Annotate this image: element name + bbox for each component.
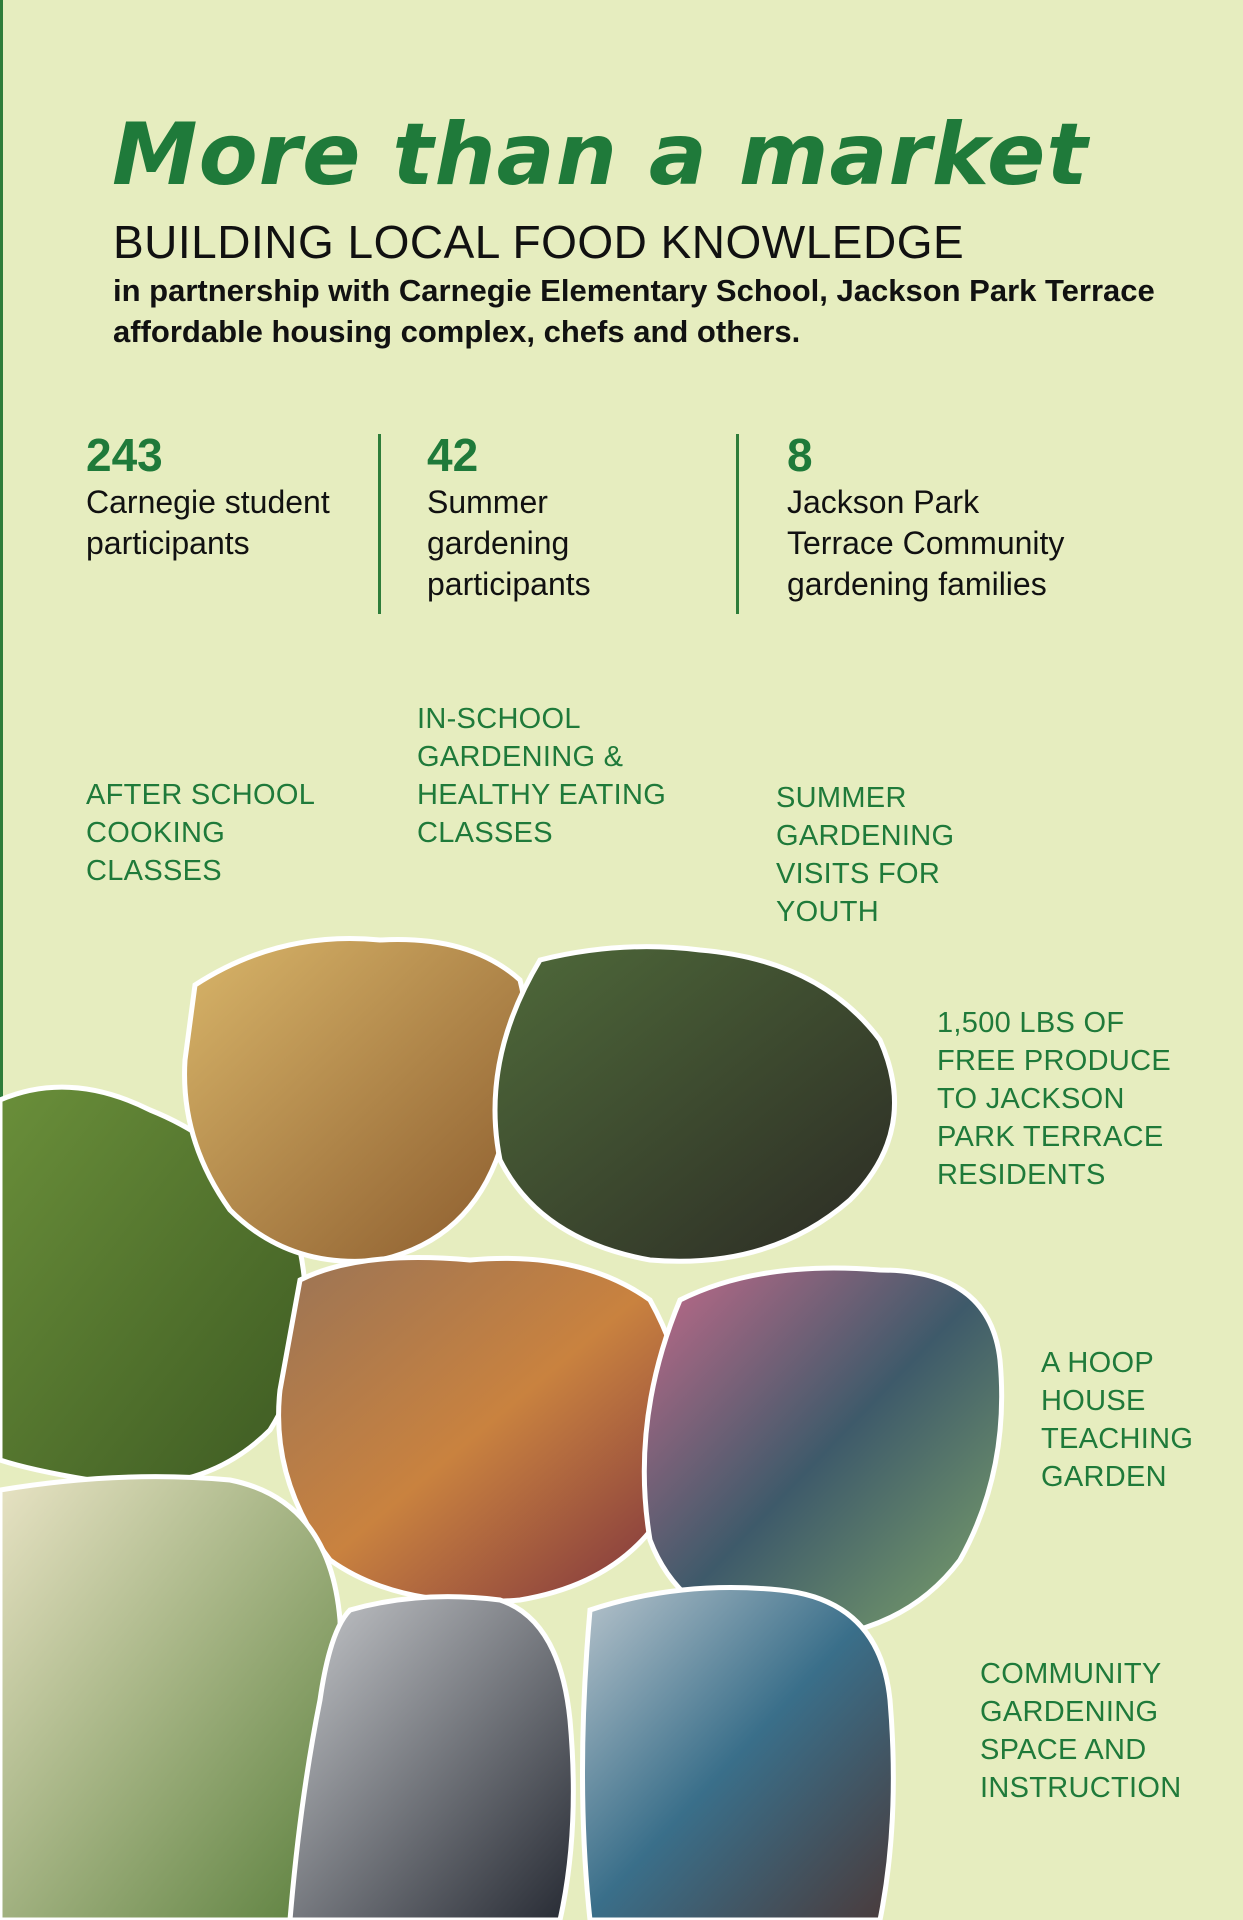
stat-description: Jackson Park Terrace Community gardening families: [787, 484, 1065, 602]
page-title: More than a market: [112, 105, 1089, 205]
stat-description: Carnegie student participants: [86, 484, 330, 561]
stat-description: Summer gardening participants: [427, 484, 591, 602]
photo-fresh-produce: [279, 1258, 686, 1602]
stat-divider: [736, 434, 739, 614]
stat-number: 8: [787, 429, 813, 481]
stat-carnegie-students: [86, 428, 330, 564]
page-subtitle: BUILDING LOCAL FOOD KNOWLEDGE: [113, 216, 965, 268]
partnership-statement: in partnership with Carnegie Elementary School, Jackson Park Terrace affordable housing complex, chefs and others.: [113, 273, 1155, 349]
photo-collage: [0, 920, 1243, 1920]
program-summer-visits: SUMMER GARDENING VISITS FOR YOUTH: [776, 782, 955, 928]
stat-summer-gardening: [427, 428, 591, 605]
photo-community-group: [583, 1588, 894, 1920]
program-in-school-gardening: IN-SCHOOL GARDENING & HEALTHY EATING CLASSES: [417, 703, 667, 849]
stat-number: 42: [427, 429, 479, 481]
program-hoop-house: A HOOP HOUSE TEACHING GARDEN: [1041, 1347, 1194, 1493]
stat-number: 243: [86, 429, 163, 481]
photo-greenhouse-kids: [0, 1477, 341, 1920]
program-after-school-cooking: AFTER SCHOOL COOKING CLASSES: [86, 779, 316, 887]
stat-divider: [378, 434, 381, 614]
photo-girls-tasting: [290, 1597, 573, 1920]
photo-garden-planting: [495, 947, 895, 1262]
stat-jackson-park-families: [787, 428, 1064, 605]
photo-hoop-house-farmer: [644, 1268, 1001, 1640]
program-community-space: COMMUNITY GARDENING SPACE AND INSTRUCTION: [980, 1658, 1182, 1804]
program-free-produce: 1,500 LBS OF FREE PRODUCE TO JACKSON PARK TERRACE RESIDENTS: [937, 1007, 1172, 1191]
photo-cooking-class: [185, 938, 527, 1261]
